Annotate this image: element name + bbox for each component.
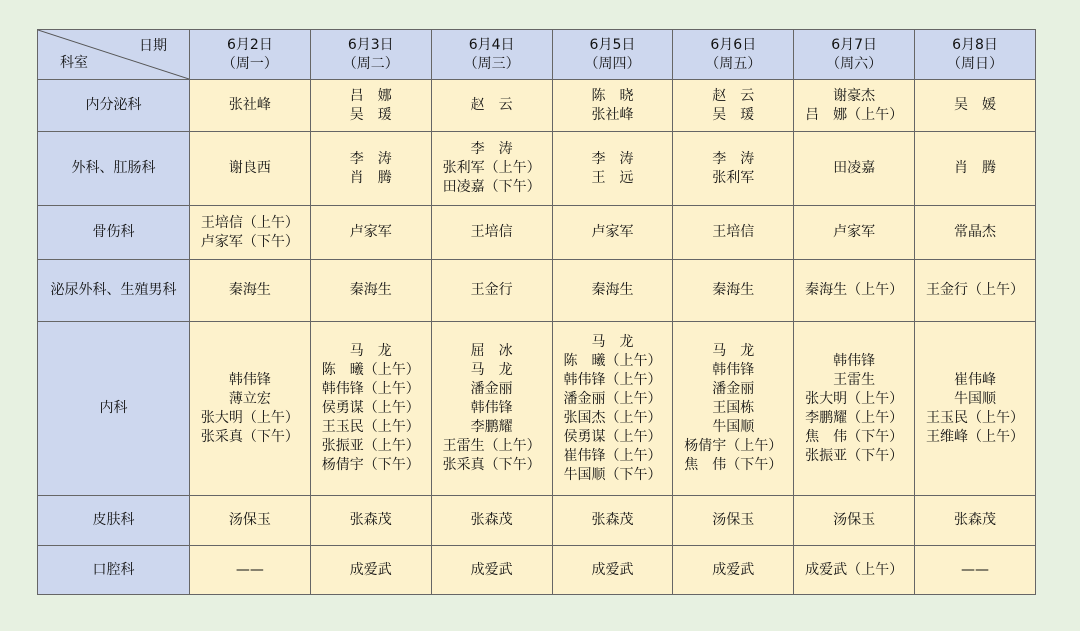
doctor-name: 卢家军: [591, 224, 634, 240]
day-date: 6月3日: [347, 36, 394, 53]
duty-cell: [190, 206, 311, 260]
doctor-name: 侯勇谋（上午）: [563, 428, 662, 445]
doctor-name: 张利军（上午）: [442, 160, 541, 176]
doctor-name: 陈 曦（上午）: [563, 352, 662, 369]
doctor-name: 焦 伟（下午）: [684, 457, 783, 473]
department-name: 骨伤科: [38, 206, 190, 260]
doctor-name: 张森茂: [953, 512, 996, 528]
duty-cell: [915, 132, 1036, 206]
doctor-name: 王培信: [470, 224, 513, 240]
doctor-name: 崔伟峰: [953, 371, 996, 388]
duty-cell: [310, 496, 431, 546]
doctor-name: 张大明（上午）: [200, 409, 299, 426]
duty-cell: [794, 546, 915, 595]
doctor-name: 王培信: [712, 224, 755, 240]
schedule-container: [37, 29, 1035, 594]
doctor-name: 王金行: [470, 282, 513, 298]
doctor-name: 张采真（下午）: [200, 428, 299, 445]
department-row: [38, 546, 1036, 595]
doctor-name: 吴 媛: [953, 97, 996, 113]
duty-cell: [310, 132, 431, 206]
day-weekday: （周五）: [705, 55, 762, 72]
day-date: 6月8日: [952, 36, 998, 53]
doctor-name: 肖 腾: [349, 169, 392, 186]
doctor-name: 马 龙: [591, 333, 634, 350]
doctor-name: 肖 腾: [953, 160, 996, 176]
doctor-name: 屈 冰: [470, 343, 513, 359]
doctor-name: ——: [235, 561, 264, 578]
doctor-name: 常晶杰: [953, 224, 996, 240]
department-row: [38, 260, 1036, 322]
day-header: [915, 30, 1036, 80]
doctor-name: 潘金丽: [470, 381, 513, 397]
duty-cell: [552, 496, 673, 546]
department-name: 泌尿外科、生殖男科: [38, 260, 190, 322]
doctor-name: 汤保玉: [833, 512, 876, 528]
doctor-name: 谢良西: [228, 160, 271, 176]
duty-cell: [431, 496, 552, 546]
doctor-name: 张利军: [712, 169, 755, 186]
department-name: 内科: [38, 322, 190, 496]
doctor-name: 秦海生（上午）: [805, 282, 904, 298]
duty-cell: [794, 322, 915, 496]
doctor-name: 秦海生: [591, 282, 634, 298]
doctor-name: 张国杰（上午）: [563, 409, 662, 426]
corner-header-cell: [38, 30, 190, 80]
duty-cell: [552, 546, 673, 595]
duty-cell: [190, 132, 311, 206]
department-name: 皮肤科: [38, 496, 190, 546]
doctor-name: 马 龙: [712, 343, 755, 359]
doctor-name: 成爱武: [470, 561, 513, 578]
doctor-name: 李 涛: [712, 150, 755, 167]
day-header: [310, 30, 431, 80]
doctor-name: 李 涛: [349, 150, 392, 167]
day-header: [552, 30, 673, 80]
doctor-name: 李鹏耀（上午）: [805, 409, 904, 426]
doctor-name: 陈 晓: [591, 87, 634, 104]
doctor-name: 薄立宏: [228, 390, 271, 407]
duty-cell: [431, 206, 552, 260]
duty-cell: [915, 206, 1036, 260]
doctor-name: ——: [960, 561, 989, 578]
doctor-name: 吴 瑗: [349, 106, 392, 123]
department-name: 口腔科: [38, 546, 190, 595]
schedule-body: [38, 80, 1036, 595]
doctor-name: 张采真（下午）: [442, 457, 541, 473]
duty-cell: [431, 132, 552, 206]
duty-cell: [310, 546, 431, 595]
day-date: 6月7日: [831, 36, 878, 53]
doctor-name: 杨倩宇（下午）: [321, 457, 420, 473]
duty-cell: [190, 322, 311, 496]
doctor-name: 牛国顺: [712, 419, 755, 435]
day-header: [431, 30, 552, 80]
day-date: 6月2日: [227, 36, 273, 53]
doctor-name: 张森茂: [591, 512, 634, 528]
doctor-name: 马 龙: [470, 362, 513, 378]
doctor-name: 牛国顺（下午）: [563, 466, 662, 483]
doctor-name: 韩伟锋: [228, 371, 271, 388]
department-name: 外科、肛肠科: [38, 132, 190, 206]
doctor-name: 秦海生: [228, 282, 271, 298]
doctor-name: 王 远: [591, 169, 634, 186]
doctor-name: 牛国顺: [953, 390, 996, 407]
doctor-name: 王培信（上午）: [200, 214, 299, 231]
duty-cell: [431, 80, 552, 132]
department-row: [38, 322, 1036, 496]
duty-cell: [915, 80, 1036, 132]
doctor-name: 潘金丽: [712, 381, 755, 397]
duty-cell: [794, 206, 915, 260]
doctor-name: 吕 娜: [349, 87, 392, 104]
doctor-name: 王雷生: [833, 371, 876, 388]
doctor-name: 赵 云: [712, 87, 755, 104]
doctor-name: 侯勇谋（上午）: [321, 400, 420, 416]
day-date: 6月6日: [710, 36, 757, 53]
doctor-name: 张社峰: [591, 106, 634, 123]
duty-cell: [673, 80, 794, 132]
day-header: [673, 30, 794, 80]
doctor-name: 张森茂: [349, 512, 392, 528]
doctor-name: 卢家军（下午）: [200, 233, 299, 250]
duty-cell: [310, 322, 431, 496]
doctor-name: 汤保玉: [712, 512, 755, 528]
duty-cell: [190, 546, 311, 595]
doctor-name: 秦海生: [712, 282, 755, 298]
doctor-name: 韩伟锋（上午）: [563, 371, 662, 388]
doctor-name: 韩伟锋: [712, 362, 755, 378]
duty-cell: [552, 132, 673, 206]
doctor-name: 陈 曦（上午）: [321, 362, 420, 378]
department-row: [38, 132, 1036, 206]
doctor-name: 张大明（上午）: [805, 390, 904, 407]
doctor-name: 崔伟锋（上午）: [563, 447, 662, 464]
doctor-name: 王金行（上午）: [925, 282, 1024, 298]
doctor-name: 张社峰: [228, 97, 271, 113]
header-row: [38, 30, 1036, 80]
doctor-name: 张森茂: [470, 512, 513, 528]
doctor-name: 杨倩宇（上午）: [684, 438, 783, 454]
doctor-name: 秦海生: [349, 282, 392, 298]
doctor-name: 成爱武: [712, 561, 755, 578]
doctor-name: 成爱武: [349, 561, 392, 578]
department-axis-label: 科室: [60, 55, 88, 71]
doctor-name: 马 龙: [349, 343, 392, 359]
doctor-name: 韩伟锋（上午）: [321, 381, 420, 397]
doctor-name: 卢家军: [349, 224, 392, 240]
duty-schedule-table: [37, 29, 1036, 595]
doctor-name: 卢家军: [833, 224, 876, 240]
doctor-name: 潘金丽（上午）: [563, 390, 662, 407]
doctor-name: 焦 伟（下午）: [805, 428, 904, 445]
doctor-name: 张振亚（上午）: [321, 438, 420, 454]
duty-cell: [673, 206, 794, 260]
doctor-name: 李 涛: [591, 150, 634, 167]
duty-cell: [673, 132, 794, 206]
department-row: [38, 206, 1036, 260]
duty-cell: [915, 322, 1036, 496]
day-weekday: （周三）: [463, 55, 520, 72]
duty-cell: [190, 496, 311, 546]
duty-cell: [673, 546, 794, 595]
duty-cell: [431, 322, 552, 496]
day-header: [794, 30, 915, 80]
day-date: 6月4日: [468, 36, 515, 53]
duty-cell: [190, 260, 311, 322]
duty-cell: [915, 496, 1036, 546]
doctor-name: 韩伟锋: [833, 352, 876, 369]
doctor-name: 王玉民（上午）: [925, 409, 1024, 426]
duty-cell: [673, 260, 794, 322]
duty-cell: [794, 260, 915, 322]
duty-cell: [310, 206, 431, 260]
department-row: [38, 496, 1036, 546]
duty-cell: [552, 260, 673, 322]
doctor-name: 吕 娜（上午）: [805, 106, 904, 123]
duty-cell: [794, 496, 915, 546]
duty-cell: [190, 80, 311, 132]
duty-cell: [310, 80, 431, 132]
duty-cell: [431, 260, 552, 322]
day-weekday: （周二）: [342, 55, 399, 72]
doctor-name: 王雷生（上午）: [442, 438, 541, 454]
day-weekday: （周一）: [221, 55, 278, 72]
duty-cell: [552, 206, 673, 260]
department-name: 内分泌科: [38, 80, 190, 132]
day-header: [190, 30, 311, 80]
doctor-name: 王维峰（上午）: [925, 428, 1024, 445]
duty-cell: [794, 132, 915, 206]
doctor-name: 汤保玉: [228, 512, 271, 528]
doctor-name: 王玉民（上午）: [321, 419, 420, 435]
doctor-name: 吴 瑗: [712, 106, 755, 123]
doctor-name: 王国栋: [712, 400, 755, 416]
doctor-name: 田凌嘉（下午）: [442, 179, 541, 195]
duty-cell: [915, 546, 1036, 595]
doctor-name: 成爱武（上午）: [805, 561, 904, 578]
duty-cell: [794, 80, 915, 132]
day-date: 6月5日: [589, 36, 636, 53]
duty-cell: [552, 80, 673, 132]
date-axis-label: 日期: [139, 38, 167, 54]
duty-cell: [673, 322, 794, 496]
day-weekday: （周四）: [584, 55, 641, 72]
doctor-name: 李鹏耀: [470, 419, 513, 435]
duty-cell: [431, 546, 552, 595]
day-weekday: （周日）: [946, 55, 1003, 72]
duty-cell: [915, 260, 1036, 322]
doctor-name: 李 涛: [470, 141, 513, 157]
doctor-name: 田凌嘉: [833, 160, 876, 176]
duty-cell: [552, 322, 673, 496]
day-weekday: （周六）: [826, 55, 883, 72]
duty-cell: [310, 260, 431, 322]
duty-cell: [673, 496, 794, 546]
doctor-name: 谢豪杰: [833, 87, 876, 104]
doctor-name: 赵 云: [470, 97, 513, 113]
doctor-name: 成爱武: [591, 561, 634, 578]
doctor-name: 张振亚（下午）: [805, 447, 904, 464]
department-row: [38, 80, 1036, 132]
doctor-name: 韩伟锋: [470, 400, 513, 416]
